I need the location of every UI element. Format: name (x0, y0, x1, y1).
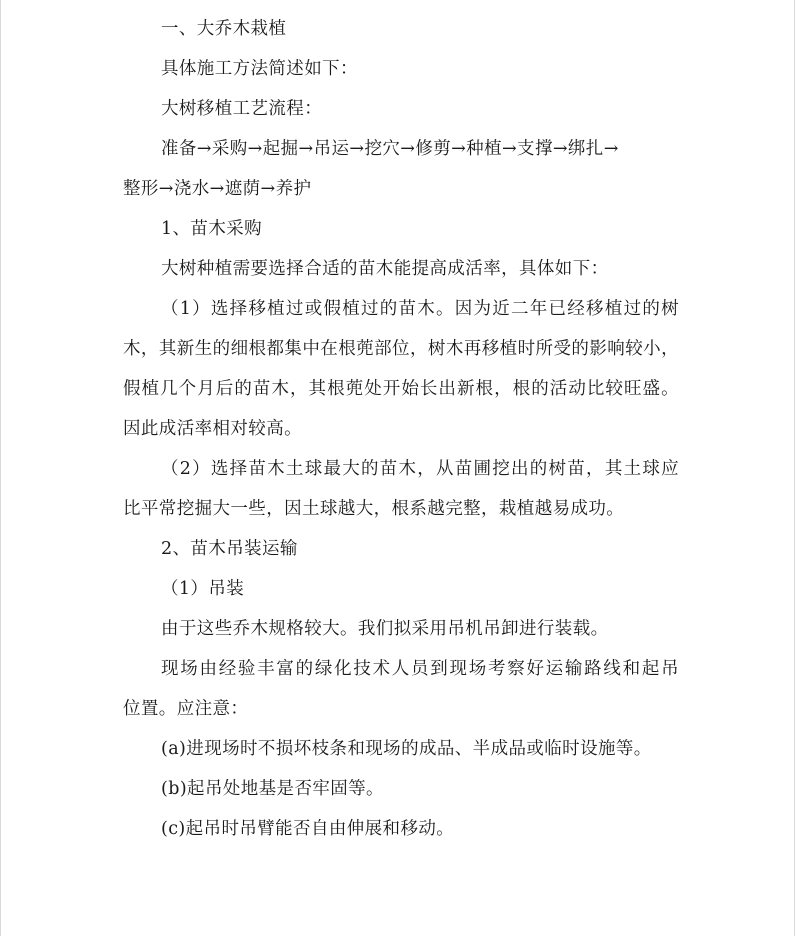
paragraph-line: 由于这些乔木规格较大。我们拟采用吊机吊卸进行装载。 (161, 619, 609, 639)
paragraph-line: （2）选择苗木土球最大的苗木，从苗圃挖出的树苗，其土球应 (161, 459, 679, 479)
subsection-heading-seedling-hoisting: 2、苗木吊装运输 (161, 539, 298, 559)
paragraph-line: 木，其新生的细根都集中在根蔸部位，树木再移植时所受的影响较小， (123, 339, 679, 359)
list-item-a: (a)进现场时不损坏枝条和现场的成品、半成品或临时设施等。 (161, 739, 652, 759)
paragraph-line: 大树种植需要选择合适的苗木能提高成活率，具体如下： (161, 259, 609, 279)
paragraph-line: 大树移植工艺流程： (161, 99, 323, 119)
paragraph-line: 比平常挖掘大一些，因土球越大，根系越完整，栽植越易成功。 (123, 499, 625, 519)
list-item-c: (c)起吊时吊臂能否自由伸展和移动。 (161, 819, 455, 839)
item-heading-hoisting: （1）吊装 (161, 579, 245, 599)
process-flow-line: 准备→采购→起掘→吊运→挖穴→修剪→种植→支撑→绑扎→ (161, 139, 619, 159)
paragraph-line: （1）选择移植过或假植过的苗木。因为近二年已经移植过的树 (161, 299, 679, 319)
document-body (123, 9, 683, 849)
paragraph-line: 假植几个月后的苗木，其根蔸处开始长出新根，根的活动比较旺盛。 (123, 379, 679, 399)
section-heading-large-tree-planting: 一、大乔木栽植 (161, 19, 287, 39)
paragraph-line: 因此成活率相对较高。 (123, 419, 302, 439)
process-flow-line: 整形→浇水→遮荫→养护 (123, 179, 312, 199)
paragraph-line: 位置。应注意： (123, 699, 249, 719)
paragraph-line: 具体施工方法简述如下： (161, 59, 358, 79)
subsection-heading-seedling-purchase: 1、苗木采购 (161, 219, 263, 239)
list-item-b: (b)起吊处地基是否牢固等。 (161, 779, 384, 799)
paragraph-line: 现场由经验丰富的绿化技术人员到现场考察好运输路线和起吊 (161, 659, 679, 679)
